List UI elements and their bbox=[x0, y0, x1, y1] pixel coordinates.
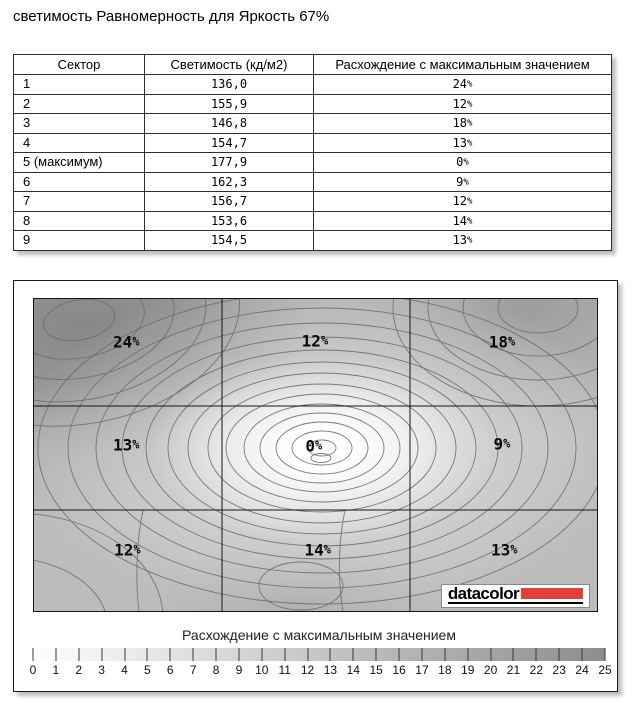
luminance-cell: 153,6 bbox=[145, 211, 314, 231]
luminance-cell: 146,8 bbox=[145, 114, 314, 134]
percent-sign: % bbox=[320, 333, 329, 348]
scale-tick bbox=[444, 648, 445, 661]
map-cell-value: 0 bbox=[305, 436, 315, 456]
deviation-value: 13 bbox=[452, 233, 468, 247]
scale-tick-label: 13 bbox=[323, 663, 338, 677]
percent-sign: % bbox=[132, 334, 140, 349]
table-header-row bbox=[14, 55, 612, 75]
deviation-cell bbox=[314, 75, 612, 95]
scale-tick-label: 16 bbox=[392, 663, 406, 677]
map-cell-label bbox=[489, 332, 516, 351]
scale-tick bbox=[33, 648, 34, 661]
sector-cell: 6 bbox=[14, 172, 145, 192]
datacolor-logo-red-bar bbox=[521, 588, 583, 599]
map-cell-value: 24 bbox=[112, 332, 133, 352]
scale-tick bbox=[467, 648, 468, 661]
contour-map bbox=[33, 298, 598, 612]
scale-tick bbox=[193, 648, 194, 661]
scale-tick-label: 21 bbox=[506, 663, 521, 677]
deviation-cell bbox=[314, 192, 612, 212]
scale-tick bbox=[559, 648, 560, 661]
sector-cell: 8 bbox=[14, 211, 145, 231]
col-header-sector: Сектор bbox=[14, 55, 145, 75]
percent-sign: % bbox=[467, 216, 473, 226]
deviation-value: 18 bbox=[452, 116, 468, 130]
scale-tick bbox=[238, 648, 239, 661]
scale-tick bbox=[330, 648, 331, 661]
percent-sign: % bbox=[510, 542, 518, 557]
scale-tick bbox=[399, 648, 400, 661]
deviation-cell bbox=[314, 133, 612, 153]
table-row bbox=[14, 231, 612, 251]
deviation-cell bbox=[314, 94, 612, 114]
deviation-cell bbox=[314, 211, 612, 231]
table-row bbox=[14, 94, 612, 114]
map-cell-value: 13 bbox=[490, 540, 511, 560]
scale-caption: Расхождение с максимальным значением bbox=[182, 627, 456, 643]
deviation-value: 9 bbox=[456, 174, 464, 189]
map-cell-label bbox=[494, 435, 511, 454]
luminance-cell: 154,7 bbox=[145, 133, 314, 153]
table-row bbox=[14, 192, 612, 212]
scale-numbers bbox=[29, 663, 612, 677]
scale-tick bbox=[55, 648, 56, 661]
map-cell-value: 12 bbox=[301, 331, 321, 351]
map-cell-value: 18 bbox=[488, 332, 508, 352]
uniformity-table bbox=[13, 54, 612, 251]
deviation-value: 24 bbox=[452, 77, 468, 91]
scale-tick bbox=[170, 648, 171, 661]
scale-tick bbox=[490, 648, 491, 661]
percent-sign: % bbox=[323, 542, 331, 557]
scale-tick bbox=[216, 648, 217, 661]
percent-sign: % bbox=[132, 437, 140, 452]
scale-gradient-bar bbox=[33, 648, 605, 661]
scale-tick bbox=[536, 648, 537, 661]
scale-tick-label: 19 bbox=[461, 663, 475, 677]
scale-tick-label: 14 bbox=[346, 663, 360, 677]
deviation-cell bbox=[314, 114, 612, 134]
deviation-cell bbox=[314, 172, 612, 192]
map-cell-label bbox=[305, 541, 332, 560]
scale-tick bbox=[582, 648, 583, 661]
scale-tick-label: 8 bbox=[212, 663, 220, 677]
map-cell-value: 13 bbox=[112, 435, 133, 455]
scale-tick bbox=[376, 648, 377, 661]
percent-sign: % bbox=[467, 79, 473, 90]
scale-tick-label: 22 bbox=[529, 663, 544, 677]
scale-tick-label: 4 bbox=[121, 663, 128, 677]
map-cell-label bbox=[302, 332, 329, 351]
luminance-cell: 136,0 bbox=[145, 75, 314, 95]
sector-cell: 1 bbox=[14, 75, 145, 95]
map-cell-value: 12 bbox=[114, 540, 134, 560]
percent-sign: % bbox=[467, 196, 473, 207]
scale-tick bbox=[307, 648, 308, 661]
scale-tick bbox=[605, 648, 606, 661]
scale-tick-label: 24 bbox=[575, 663, 589, 677]
deviation-value: 0 bbox=[456, 155, 464, 169]
percent-sign: % bbox=[467, 235, 473, 246]
percent-sign: % bbox=[507, 334, 516, 349]
scale-tick-label: 9 bbox=[235, 663, 243, 677]
map-cell-label bbox=[305, 437, 322, 456]
scale-tick-label: 7 bbox=[189, 663, 197, 677]
table-row bbox=[14, 114, 612, 134]
scale-tick-label: 15 bbox=[369, 663, 383, 677]
map-cell-label bbox=[113, 435, 140, 454]
deviation-value: 12 bbox=[452, 96, 468, 111]
scale-tick-label: 17 bbox=[415, 663, 429, 677]
sector-cell: 5 (максимум) bbox=[14, 153, 145, 173]
scale-tick-label: 10 bbox=[255, 663, 269, 677]
percent-sign: % bbox=[467, 118, 473, 129]
scale-tick-label: 20 bbox=[483, 663, 498, 677]
scale-tick bbox=[101, 648, 102, 661]
percent-sign: % bbox=[503, 436, 511, 451]
scale-tick-label: 11 bbox=[278, 663, 291, 677]
scale-tick bbox=[513, 648, 514, 661]
deviation-value: 14 bbox=[452, 213, 468, 228]
luminance-cell: 162,3 bbox=[145, 172, 314, 192]
uniformity-map-panel bbox=[13, 280, 618, 692]
sector-cell: 9 bbox=[14, 231, 145, 251]
datacolor-logo bbox=[441, 584, 590, 608]
scale-tick bbox=[284, 648, 285, 661]
scale-tick bbox=[147, 648, 148, 661]
scale-tick bbox=[421, 648, 422, 661]
deviation-cell bbox=[314, 231, 612, 251]
map-cell-label bbox=[114, 541, 141, 560]
scale-tick-label: 2 bbox=[75, 663, 83, 677]
col-header-luminance: Светимость (кд/м2) bbox=[145, 55, 314, 75]
col-header-deviation: Расхождение с максимальным значением bbox=[314, 55, 612, 75]
scale-tick bbox=[353, 648, 354, 661]
table-row bbox=[14, 75, 612, 95]
scale-tick-label: 1 bbox=[52, 663, 60, 677]
percent-sign: % bbox=[133, 542, 141, 557]
percent-sign: % bbox=[463, 177, 469, 187]
table-row bbox=[14, 153, 612, 173]
scale-tick-label: 3 bbox=[98, 663, 105, 677]
scale-tick-label: 25 bbox=[598, 663, 612, 677]
table-row bbox=[14, 172, 612, 192]
scale-tick-label: 18 bbox=[438, 663, 452, 677]
scale-tick-label: 0 bbox=[29, 663, 37, 677]
percent-sign: % bbox=[467, 99, 473, 109]
scale-tick bbox=[124, 648, 125, 661]
datacolor-logo-inner bbox=[447, 584, 583, 604]
table-row bbox=[14, 211, 612, 231]
map-cell-value: 14 bbox=[304, 540, 324, 560]
scale-tick bbox=[78, 648, 79, 661]
scale-tick-label: 6 bbox=[166, 663, 174, 677]
scale-tick bbox=[261, 648, 262, 661]
luminance-cell: 177,9 bbox=[145, 153, 314, 173]
deviation-value: 13 bbox=[452, 135, 468, 150]
table-row bbox=[14, 133, 612, 153]
sector-cell: 4 bbox=[14, 133, 145, 153]
sector-cell: 2 bbox=[14, 94, 145, 114]
page-title: светимость Равномерность для Яркость 67% bbox=[13, 8, 330, 25]
scale-tick-label: 5 bbox=[144, 663, 151, 677]
luminance-cell: 154,5 bbox=[145, 231, 314, 251]
percent-sign: % bbox=[315, 438, 323, 453]
deviation-cell bbox=[314, 153, 612, 173]
scale-tick-label: 12 bbox=[300, 663, 315, 677]
percent-sign: % bbox=[467, 138, 473, 148]
scale-tick-label: 23 bbox=[552, 663, 566, 677]
datacolor-logo-text: datacolor bbox=[447, 584, 519, 603]
luminance-cell: 156,7 bbox=[145, 192, 314, 212]
deviation-value: 12 bbox=[452, 194, 468, 208]
sector-cell: 7 bbox=[14, 192, 145, 212]
sector-cell: 3 bbox=[14, 114, 145, 134]
map-cell-value: 9 bbox=[493, 434, 504, 454]
map-cell-label bbox=[491, 541, 518, 560]
luminance-cell: 155,9 bbox=[145, 94, 314, 114]
percent-sign: % bbox=[463, 157, 469, 168]
map-cell-label bbox=[113, 332, 140, 351]
